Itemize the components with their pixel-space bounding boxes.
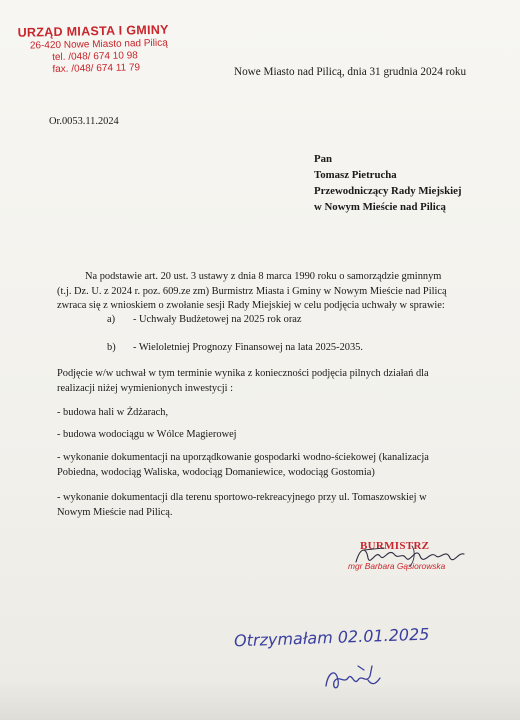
addressee-location: w Nowym Mieście nad Pilicą: [314, 201, 446, 213]
investment-item: [57, 406, 477, 421]
addressee-salutation: Pan: [314, 153, 332, 165]
office-stamp: [17, 22, 188, 77]
addressee-name: Tomasz Pietrucha: [314, 169, 397, 181]
investment-item-text: Pobiedna, wodociąg Waliska, wodociąg Domaniewice, wodociąg Gostomia): [57, 466, 375, 478]
investment-item: [57, 451, 477, 480]
investment-item-text: - budowa hali w Żdżarach,: [57, 407, 169, 418]
signature-name-stamp: mgr Barbara Gąsiorowska: [348, 561, 446, 571]
investment-item-text: Nowym Mieście nad Pilicą.: [57, 506, 173, 518]
signature-title-stamp: BURMISTRZ: [360, 540, 430, 552]
paragraph-line: Podjęcie w/w uchwał w tym terminie wynika z konieczności podjęcia pilnych działań dla: [57, 368, 429, 379]
place-and-date: Nowe Miasto nad Pilicą, dnia 31 grudnia 2024 roku: [234, 66, 467, 78]
item-marker: b): [107, 342, 116, 353]
stamp-phone: tel. /048/ 674 10 98: [52, 50, 138, 64]
resolution-item-a: [107, 314, 302, 325]
paragraph-line: Na podstawie art. 20 ust. 3 ustawy z dnia 8 marca 1990 roku o samorządzie gminnym: [85, 271, 442, 282]
addressee-block: [314, 151, 462, 215]
handwritten-signature: [350, 536, 470, 576]
paper-shadow: [0, 680, 520, 720]
justification-paragraph: [57, 367, 477, 396]
investment-item-text: - wykonanie dokumentacji dla terenu sportowo-rekreacyjnego przy ul. Tomaszowskiej w: [57, 492, 427, 503]
investment-item-text: - wykonanie dokumentacji na uporządkowanie gospodarki wodno-ściekowej (kanalizacja: [57, 452, 429, 463]
received-note-text: Otrzymałam 02.01.2025: [233, 624, 430, 651]
received-note-handwriting: [230, 616, 450, 656]
stamp-address: 26-420 Nowe Miasto nad Pilicą: [29, 37, 168, 52]
item-marker: a): [107, 314, 116, 325]
paragraph-line: realizacji niżej wymienionych inwestycji :: [57, 382, 234, 394]
stamp-office-name: URZĄD MIASTA I GMINY: [17, 22, 169, 40]
addressee-position: Przewodniczący Rady Miejskiej: [314, 185, 462, 197]
resolution-item-b: [107, 342, 363, 353]
investment-item-text: - budowa wodociągu w Wólce Magierowej: [57, 429, 237, 440]
item-text: - Uchwały Budżetowej na 2025 rok oraz: [133, 314, 302, 325]
investment-item: [57, 491, 477, 520]
paragraph-line: zwraca się z wnioskiem o zwołanie sesji Rady Miejskiej w celu podjęcia uchwały w sprawie:: [57, 300, 445, 311]
stamp-fax: fax. /048/ 674 11 79: [52, 62, 141, 76]
paragraph-line: (t.j. Dz. U. z 2024 r. poz. 609.ze zm) Burmistrz Miasta i Gminy w Nowym Mieście nad Pilicą: [57, 285, 447, 297]
request-paragraph: [57, 270, 477, 314]
item-text: - Wieloletniej Prognozy Finansowej na lata 2025-2035.: [133, 342, 363, 353]
investment-item: [57, 428, 477, 443]
reference-number: Or.0053.11.2024: [49, 116, 119, 127]
